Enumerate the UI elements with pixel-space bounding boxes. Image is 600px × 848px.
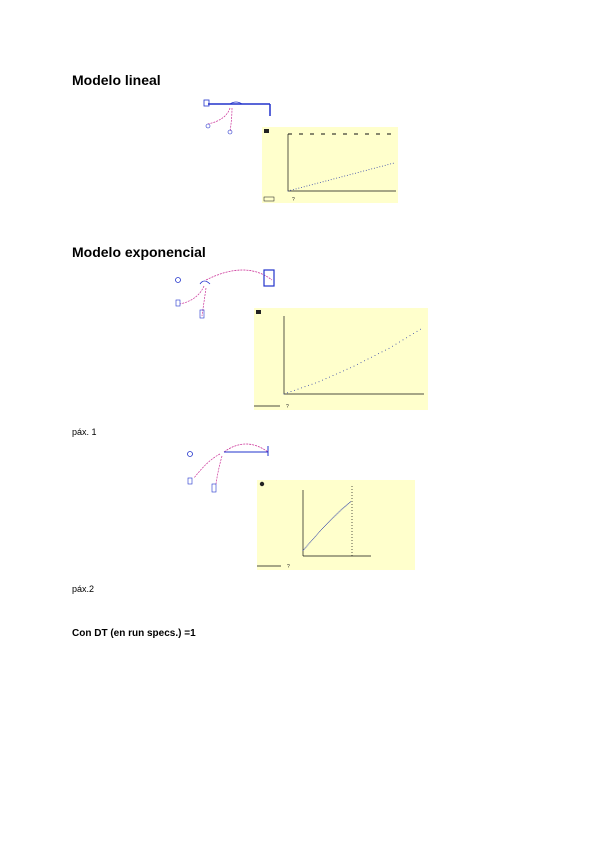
chart-point	[291, 391, 292, 392]
chart-point	[417, 331, 418, 332]
chart-point	[305, 386, 306, 387]
chart-point	[307, 545, 308, 546]
chart-point	[344, 506, 345, 507]
chart-point	[349, 502, 350, 503]
chart-point	[320, 530, 321, 531]
chart-point	[350, 501, 351, 502]
chart-point	[364, 360, 365, 361]
chart-point	[342, 176, 343, 177]
chart-point	[360, 171, 361, 172]
chart-point	[287, 392, 288, 393]
chart-point	[387, 164, 388, 165]
chart-point	[325, 525, 326, 526]
chart-point	[319, 381, 320, 382]
chart-point	[329, 521, 330, 522]
chart-point	[342, 508, 343, 509]
chart-point	[317, 183, 318, 184]
chart-point	[378, 353, 379, 354]
svg-text:?: ?	[292, 197, 295, 203]
chart-point	[347, 175, 348, 176]
chart-point	[336, 178, 337, 179]
dt-note: Con DT (en run specs.) =1	[72, 628, 196, 639]
chart-point	[343, 370, 344, 371]
chart-point	[375, 355, 376, 356]
chart-point	[337, 512, 338, 513]
chart-point	[346, 505, 347, 506]
chart-point	[350, 174, 351, 175]
chart-point	[316, 535, 317, 536]
chart-point	[317, 534, 318, 535]
chart-1-series-line	[288, 163, 394, 192]
chart-point	[293, 189, 294, 190]
chart-point	[382, 351, 383, 352]
chart-point	[329, 377, 330, 378]
chart-1-lock-icon[interactable]	[264, 129, 269, 133]
chart-point	[306, 186, 307, 187]
chart-point	[288, 191, 289, 192]
chart-point	[313, 538, 314, 539]
chart-1	[262, 127, 398, 203]
chart-point	[341, 509, 342, 510]
chart-point	[326, 524, 327, 525]
chart-point	[284, 394, 285, 395]
chart-point	[315, 183, 316, 184]
chart-point	[310, 541, 311, 542]
chart-point	[323, 527, 324, 528]
chart-point	[303, 550, 304, 551]
chart-point	[413, 333, 414, 334]
chart-point	[399, 341, 400, 342]
chart-point	[389, 348, 390, 349]
chart-point	[361, 362, 362, 363]
caption-page-2: páx.2	[72, 584, 95, 594]
svg-text:?: ?	[286, 404, 289, 410]
chart-point	[312, 384, 313, 385]
chart-point	[322, 380, 323, 381]
chart-point	[327, 523, 328, 524]
chart-point	[321, 529, 322, 530]
chart-point	[322, 528, 323, 529]
chart-point	[354, 366, 355, 367]
chart-2-series-line	[284, 329, 422, 395]
chart-point	[323, 181, 324, 182]
caption-page-1: páx. 1	[72, 427, 97, 437]
chart-point	[309, 542, 310, 543]
chart-point	[363, 171, 364, 172]
chart-point	[369, 169, 370, 170]
chart-point	[331, 519, 332, 520]
chart-point	[331, 179, 332, 180]
chart-panel-3	[257, 480, 415, 570]
chart-point	[333, 375, 334, 376]
chart-point	[392, 346, 393, 347]
chart-point	[396, 344, 397, 345]
chart-point	[314, 537, 315, 538]
chart-point	[332, 518, 333, 519]
chart-point	[326, 378, 327, 379]
chart-point	[379, 166, 380, 167]
chart-point	[304, 186, 305, 187]
chart-point	[340, 510, 341, 511]
chart-point	[406, 337, 407, 338]
chart-point	[355, 173, 356, 174]
chart-point	[308, 385, 309, 386]
chart-point	[343, 507, 344, 508]
chart-3-record-icon[interactable]	[260, 482, 264, 486]
chart-point	[336, 373, 337, 374]
chart-point	[306, 546, 307, 547]
chart-3-series-points	[303, 501, 352, 551]
chart-point	[298, 389, 299, 390]
chart-point	[334, 516, 335, 517]
chart-point	[336, 514, 337, 515]
heading-modelo-lineal: Modelo lineal	[72, 72, 161, 88]
chart-point	[371, 168, 372, 169]
svg-text:?: ?	[287, 564, 290, 570]
chart-point	[296, 188, 297, 189]
chart-point	[318, 532, 319, 533]
chart-point	[305, 547, 306, 548]
chart-1-page-icon[interactable]	[264, 197, 274, 201]
chart-point	[345, 505, 346, 506]
chart-point	[393, 163, 394, 164]
chart-point	[348, 503, 349, 504]
chart-point	[309, 185, 310, 186]
chart-point	[294, 390, 295, 391]
chart-point	[290, 190, 291, 191]
chart-2	[254, 308, 428, 410]
chart-point	[320, 182, 321, 183]
chart-point	[368, 359, 369, 360]
chart-point	[390, 163, 391, 164]
heading-modelo-exponencial: Modelo exponencial	[72, 244, 206, 260]
chart-point	[366, 170, 367, 171]
chart-point	[330, 520, 331, 521]
chart-point	[339, 177, 340, 178]
chart-point	[312, 539, 313, 540]
chart-2-lock-icon[interactable]	[256, 310, 261, 314]
chart-point	[338, 512, 339, 513]
chart-point	[385, 165, 386, 166]
chart-point	[352, 173, 353, 174]
chart-point	[350, 367, 351, 368]
chart-point	[333, 178, 334, 179]
chart-point	[304, 548, 305, 549]
chart-point	[374, 168, 375, 169]
chart-point	[339, 511, 340, 512]
chart-point	[312, 184, 313, 185]
chart-point	[315, 382, 316, 383]
chart-point	[298, 188, 299, 189]
chart-point	[303, 549, 304, 550]
chart-3	[257, 480, 415, 570]
chart-point	[328, 180, 329, 181]
chart-point	[347, 369, 348, 370]
chart-point	[319, 531, 320, 532]
chart-point	[420, 329, 421, 330]
chart-panel-1	[262, 127, 398, 203]
chart-point	[377, 167, 378, 168]
chart-point	[410, 335, 411, 336]
chart-point	[382, 166, 383, 167]
chart-point	[335, 515, 336, 516]
chart-point	[325, 181, 326, 182]
chart-point	[308, 543, 309, 544]
chart-point	[324, 526, 325, 527]
chart-point	[344, 176, 345, 177]
chart-point	[340, 372, 341, 373]
chart-point	[403, 339, 404, 340]
chart-point	[357, 364, 358, 365]
chart-point	[337, 513, 338, 514]
chart-point	[301, 387, 302, 388]
chart-point	[333, 517, 334, 518]
chart-point	[315, 536, 316, 537]
chart-point	[347, 504, 348, 505]
chart-point	[358, 172, 359, 173]
chart-point	[301, 187, 302, 188]
chart-point	[385, 350, 386, 351]
chart-point	[311, 540, 312, 541]
chart-point	[371, 357, 372, 358]
chart-panel-2	[254, 308, 428, 410]
chart-point	[328, 522, 329, 523]
